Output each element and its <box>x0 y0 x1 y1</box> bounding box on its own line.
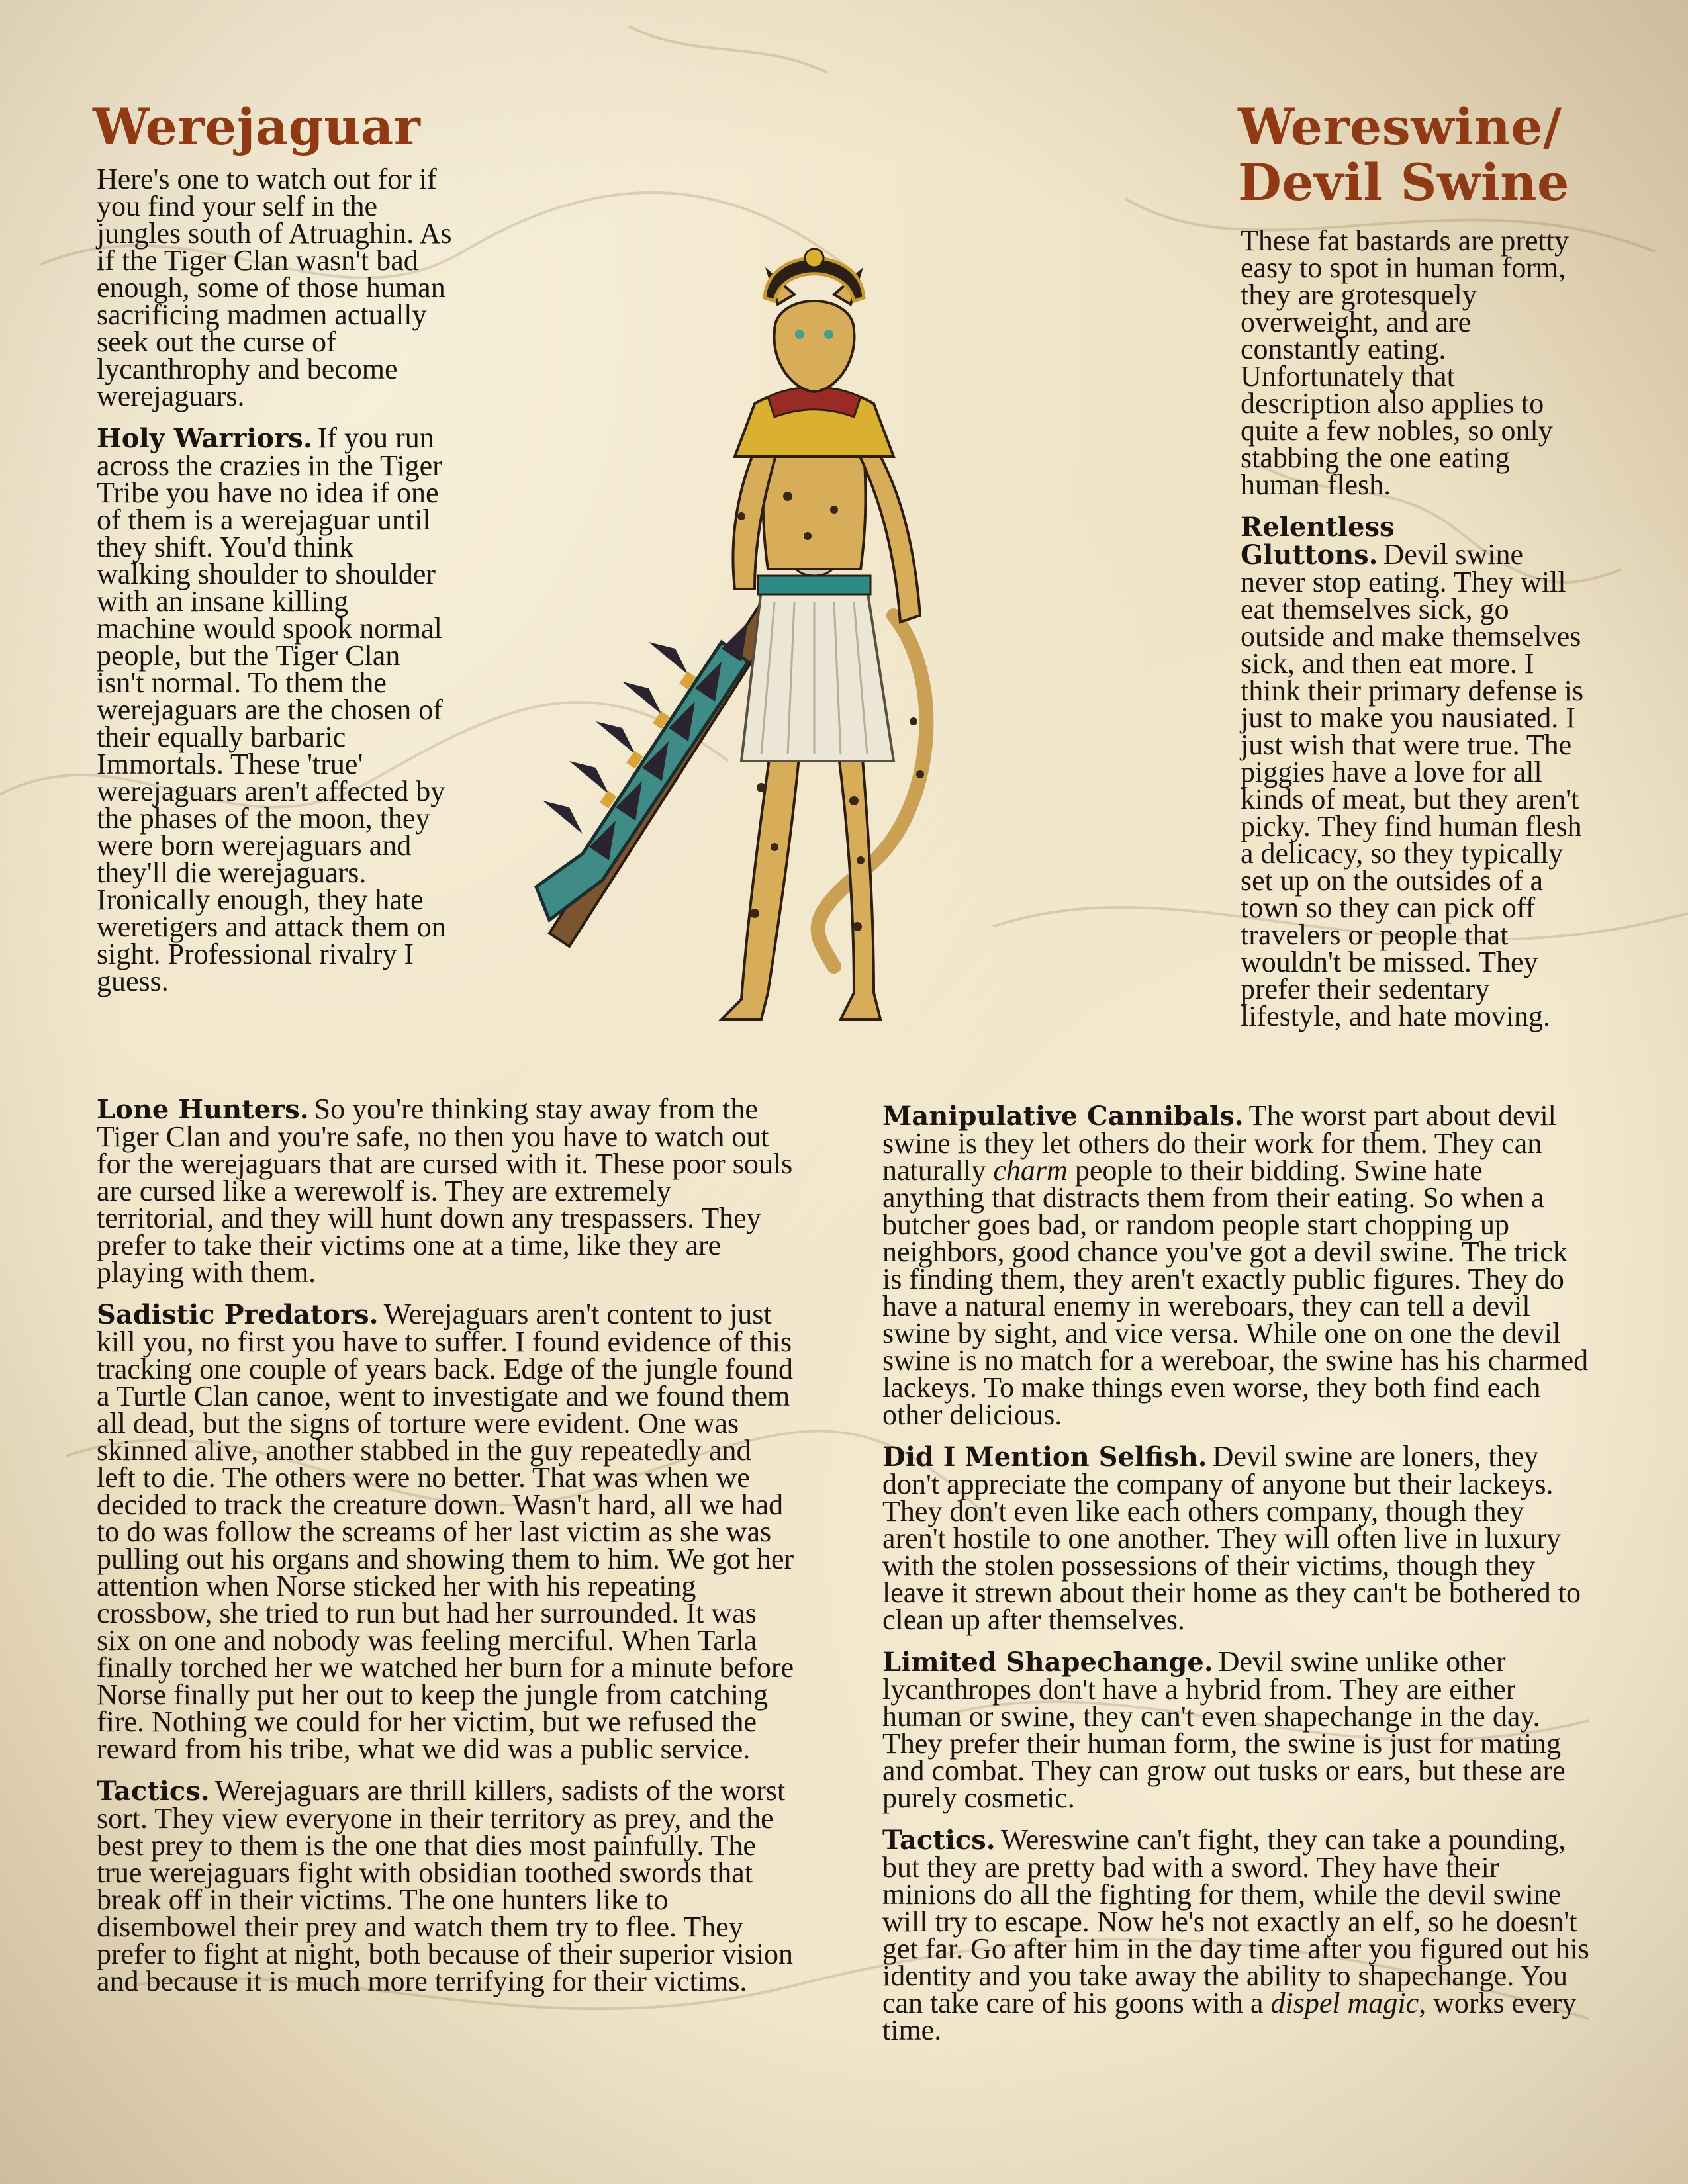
holy-warriors-text: If you run across the crazies in the Tiger Tribe you have no idea if one of them is a werejaguar until they shift. You'd think walking shoulder to shoulder with an insane killing machine would spook normal people, but the Tiger Clan isn't normal. To them the werejaguars are the chosen of their equally barbaric Immortals. These 'true' werejaguars aren't affected by the phases of the moon, they were born werejaguars and they'll die werejaguars. Ironically enough, they hate weretigers and attack them on sight. Professional rivalry I guess. <box>97 422 446 997</box>
werejaguar-full-column <box>97 1095 795 2009</box>
cannibals-text-b: people to their bidding. Swine hate anything that distracts them from their eating. So when a butcher goes bad, or random people start chopping up neighbors, good chance you've got a devil swine. The trick is finding them, they aren't exactly public figures. They do have a natural enemy in wereboars, they can tell a devil swine by sight, and vice versa. While one on one the devil swine is no match for a wereboar, the swine has his charmed lackeys. To make things even worse, they both find each other delicious. <box>882 1154 1589 1431</box>
werejaguar-intro: Here's one to watch out for if you find your self in the jungles south of Atruaghin. As if the Tiger Clan wasn't bad enough, some of those human sacrificing madmen actually seek out the curse of lycanthrophy and become werejaguars. <box>97 163 452 412</box>
gluttons-text: Devil swine never stop eating. They will eat themselves sick, go outside and make themselves sick, and then eat more. I think their primary defense is just to make you nausiated. I just wish that were true. The piggies have a love for all kinds of meat, but they aren't picky. They find human flesh a delicacy, so they typically set up on the outsides of a town so they can pick off travelers or people that wouldn't be missed. They prefer their sedentary lifestyle, and hate moving. <box>1241 538 1584 1032</box>
charm-spell-name: charm <box>993 1154 1068 1187</box>
shapechange-paragraph <box>882 1645 1591 1814</box>
lone-hunters-heading: Lone Hunters. <box>97 1094 309 1125</box>
wereswine-title-block <box>1238 99 1609 210</box>
werejaguar-tactics-heading: Tactics. <box>97 1776 210 1807</box>
holy-warriors-paragraph <box>97 424 454 995</box>
wereswine-tactics-text-a: Wereswine can't fight, they can take a pounding, but they are pretty bad with a sword. They have their minions do all the fighting for them, while the devil swine will try to escape. Now he's not exactly an elf, so he doesn't get far. Go after him in the day time after you figured out his identity and you take away the ability to shapechange. You can take care of his goons with a <box>882 1823 1589 2019</box>
cannibals-text-a: The worst part about devil swine is they let others do their work for them. They can naturally <box>882 1099 1556 1187</box>
sadistic-predators-heading: Sadistic Predators. <box>97 1299 379 1330</box>
wereswine-intro-column <box>1241 224 1591 1044</box>
lone-hunters-paragraph <box>97 1093 795 1289</box>
jaguar-head-icon <box>774 301 855 392</box>
cannibals-heading: Manipulative Cannibals. <box>882 1101 1244 1132</box>
werejaguar-title-block <box>93 99 490 155</box>
selfish-text: Devil swine are loners, they don't appreciate the company of anyone but their lackeys. They don't even like each others company, though they aren't hostile to one another. They will often live in luxury with the stolen possessions of their victims, though they leave it strewn about their home as they can't be bothered to clean up after themselves. <box>882 1440 1581 1636</box>
obsidian-sword-icon <box>536 602 781 946</box>
selfish-paragraph <box>882 1440 1591 1636</box>
gluttons-paragraph <box>1241 513 1591 1030</box>
shapechange-heading: Limited Shapechange. <box>882 1647 1213 1678</box>
wereswine-tactics-paragraph <box>882 1823 1591 2046</box>
werejaguar-illustration <box>523 218 986 1039</box>
werejaguar-tactics-text: Werejaguars are thrill killers, sadists of the worst sort. They view everyone in their territory as prey, and the best prey to them is the one that dies most painfully. The true werejaguars fight with obsidian toothed swords that break off in their victims. The one hunters like to disembowel their prey and watch them try to flee. They prefer to fight at night, both because of their superior vision and because it is much more terrifying for their victims. <box>97 1774 794 1997</box>
shapechange-text: Devil swine unlike other lycanthropes don't have a hybrid from. They are either human or swine, they can't even shapechange in the day. They prefer their human form, the swine is just for mating and combat. They can grow out tusks or ears, but these are purely cosmetic. <box>882 1645 1566 1814</box>
werejaguar-tactics-paragraph <box>97 1774 795 1997</box>
wereswine-tactics-heading: Tactics. <box>882 1825 996 1856</box>
wereswine-full-column <box>882 1099 1591 2058</box>
wereswine-intro: These fat bastards are pretty easy to spot in human form, they are grotesquely overweight, and are constantly eating. Unfortunately that description also applies to quite a few nobles, so only stabbing the one eating human flesh. <box>1241 224 1569 501</box>
selfish-heading: Did I Mention Selfish. <box>882 1441 1207 1473</box>
wereswine-title-line-2: Devil Swine <box>1238 153 1570 212</box>
sadistic-predators-text: Werejaguars aren't content to just kill you, no first you have to suffer. I found evidence of this tracking one couple of years back. Edge of the jungle found a Turtle Clan canoe, went to investigate and we found them all dead, but the signs of torture were evident. One was skinned alive, another stabbed in the guy repeatedly and left to die. The others were no better. That was when we decided to track the creature down. Wasn't hard, all we had to do was follow the screams of her last victim as she was pulling out his organs and showing them to him. We got her attention when Norse sticked her with his repeating crossbow, she tried to run but had her surrounded. It was six on one and nobody was feeling merciful. When Tarla finally torched her we watched her burn for a minute before Norse finally put her out to keep the jungle from catching fire. Nothing we could for her victim, but we refused the reward from his tribe, what we did was a public service. <box>97 1298 794 1765</box>
wereswine-title-line-1: Wereswine/ <box>1238 97 1562 156</box>
lone-hunters-text: So you're thinking stay away from the Tiger Clan and you're safe, no then you have to watch out for the werejaguars that are cursed with it. These poor souls are cursed like a werewolf is. They are extremely territorial, and they will hunt down any trespassers. They prefer to take their victims one at a time, like they are playing with them. <box>97 1093 793 1289</box>
werejaguar-title: Werejaguar <box>93 97 421 156</box>
werejaguar-intro-column <box>97 165 454 1009</box>
gluttons-heading: Relentless Gluttons. <box>1241 512 1395 570</box>
dispel-magic-spell-name: dispel magic <box>1270 1987 1419 2019</box>
cannibals-paragraph <box>882 1099 1591 1431</box>
wereswine-tactics-text-b: , works every time. <box>882 1987 1577 2046</box>
sadistic-predators-paragraph <box>97 1298 795 1765</box>
belt-icon <box>758 576 870 594</box>
skirt-icon <box>741 589 894 761</box>
holy-warriors-heading: Holy Warriors. <box>97 423 312 454</box>
